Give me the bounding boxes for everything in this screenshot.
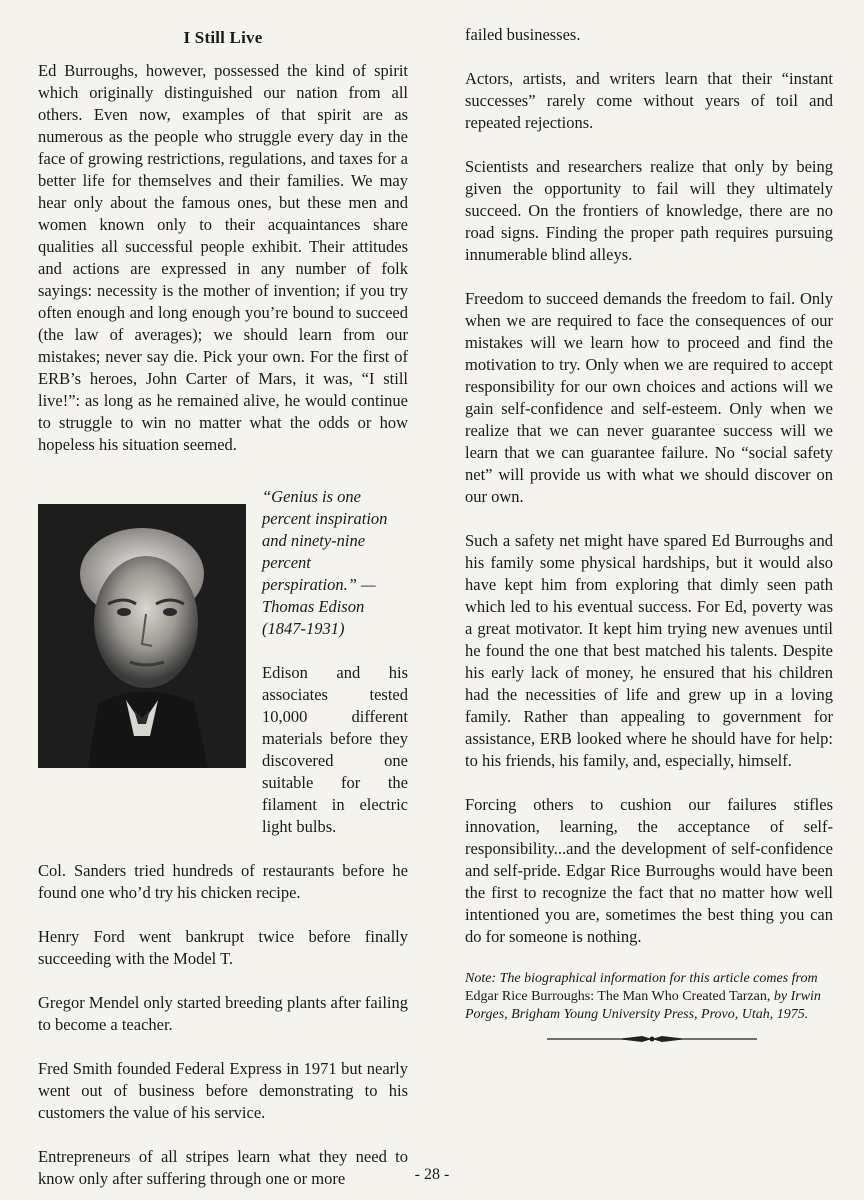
failed-businesses-paragraph: failed businesses.: [465, 25, 581, 44]
safety-net-paragraph: Such a safety net might have spared Ed Burroughs and his family some physical hardships, but it would also have kept him from exploring that dimly seen path which led to his eventual success. For Ed, poverty was a great motivator. It kept him trying new avenues until he found the one that best matched his talents. Despite his early lack of money, he ensured that his children had the necessities of life and grew up in a loving family. Rather than appealing to government for assistance, ERB looked where he should have for help: to his friends, his family, and, especially, himself.: [465, 531, 833, 770]
edison-paragraph: Edison and his associates tested 10,000 different materials before they discovered one suitable for the filament in electric light bulbs.: [262, 663, 408, 836]
right-column: [465, 24, 833, 1049]
figure-caption-block: [262, 486, 408, 838]
intro-paragraph: Ed Burroughs, however, possessed the kind of spirit which originally distinguished our nation from all others. Even now, examples of that spirit are as numerous as the people who struggle every day in the face of growing restrictions, regulations, and taxes for a better life for themselves and their families. We may hear only about the famous ones, but these men and women known only to their acquaintances share qualities all successful people exhibit. Their attitudes and actions are expressed in any number of folk sayings: necessity is the mother of invention; if you try often enough and long enough you’re bound to succeed (the law of averages); we should learn from our mistakes; never say die. Pick your own. For the first of ERB’s heroes, John Carter of Mars, it was, “I still live!”: as long as he remained alive, he would continue to struggle to win no matter what the odds or how hopeless his situation seemed.: [38, 61, 408, 454]
scientists-paragraph: Scientists and researchers realize that only by being given the opportunity to fail will they ultimately succeed. On the frontiers of knowledge, there are no road signs. Finding the proper path requires pursuing innumerable blind alleys.: [465, 157, 833, 264]
actors-paragraph: Actors, artists, and writers learn that their “instant successes” rarely come without years of toil and repeated rejections.: [465, 69, 833, 132]
fedex-paragraph: Fred Smith founded Federal Express in 1971 but nearly went out of business before demonstrating to his customers the value of his service.: [38, 1059, 408, 1122]
entrepreneurs-paragraph: Entrepreneurs of all stripes learn what they need to know only after suffering through one or more: [38, 1147, 408, 1188]
article-title: I Still Live: [183, 28, 263, 47]
edison-portrait-image: [38, 504, 246, 768]
edison-quote: “Genius is one percent inspiration and ninety-nine percent perspiration.” —Thomas Edison (1847-1931): [262, 487, 388, 638]
sanders-paragraph: Col. Sanders tried hundreds of restaurants before he found one who’d try his chicken recipe.: [38, 861, 408, 902]
note-prefix: Note: The biographical information for this article comes from: [465, 971, 818, 986]
freedom-paragraph: Freedom to succeed demands the freedom to fail. Only when we are required to face the consequences of our mistakes will we learn how to proceed and find the motivation to try. Only when we are required to accept responsibility for our own choices and actions will we gain self-confidence and self-esteem. Only when we realize that we can never guarantee success will we learn that we can guarantee failure. No “social safety net” will provide us with what we should discover on our own.: [465, 289, 833, 506]
page-number: - 28 -: [414, 1166, 450, 1183]
edison-portrait-photo: [38, 504, 246, 768]
edison-figure: [38, 486, 408, 838]
note-book-title: Edgar Rice Burroughs: The Man Who Created Tarzan,: [465, 989, 771, 1004]
source-note: [465, 970, 833, 1024]
note-suffix: by Irwin Porges, Brigham Young University Press, Provo, Utah, 1975.: [465, 989, 821, 1022]
forcing-others-paragraph: Forcing others to cushion our failures stifles innovation, learning, the acceptance of self-responsibility...and the development of self-confidence and self-pride. Edgar Rice Burroughs would have been the first to recognize the fact that no matter how well intentioned you are, sometimes the best thing you can do for someone is nothing.: [465, 795, 833, 946]
ford-paragraph: Henry Ford went bankrupt twice before finally succeeding with the Model T.: [38, 927, 408, 968]
left-column: [38, 24, 408, 1190]
ornament-divider-icon: [547, 1034, 757, 1044]
mendel-paragraph: Gregor Mendel only started breeding plants after failing to become a teacher.: [38, 993, 408, 1034]
